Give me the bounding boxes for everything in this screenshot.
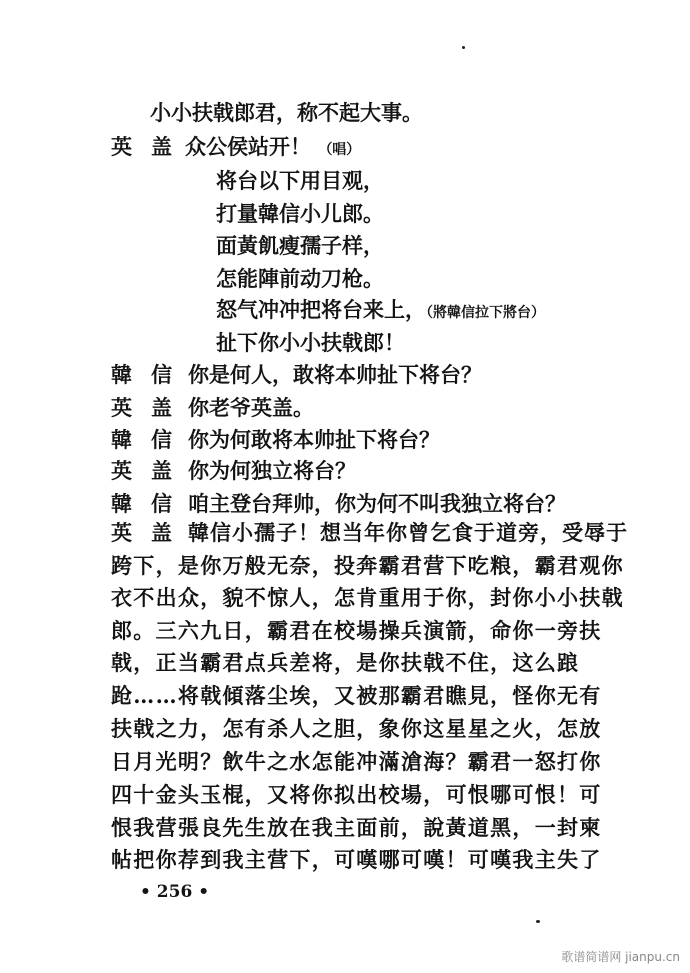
verse-line-5: [216, 297, 545, 326]
speaker-name-second-char: 盖: [151, 395, 172, 420]
speaker-name-first-char: 英: [111, 520, 132, 545]
verse-line-6: 扯下你小小扶戟郎！: [216, 330, 405, 355]
verse-line-2: 打量韓信小儿郎。: [216, 201, 384, 226]
prose-line-6: 扶戟之力，怎有杀人之胆，象你这星星之火，怎放: [111, 716, 602, 741]
speaker-name-second-char: 信: [151, 491, 172, 516]
speaker-name-second-char: 信: [151, 362, 172, 387]
dialogue-line-14: 韓信小孺子！想当年你曾乞食于道旁，受辱于: [188, 520, 628, 545]
prose-line-4: 戟，正当霸君点兵差将，是你扶戟不住，这么踉: [111, 650, 580, 675]
text-line-1: 小小扶戟郎君，称不起大事。: [150, 100, 423, 125]
speaker-name-second-char: 盖: [151, 458, 172, 483]
dialogue-text: 众公侯站开！: [185, 134, 311, 159]
speaker-name-first-char: 英: [111, 458, 132, 483]
speaker-name-first-char: 英: [111, 395, 132, 420]
speaker-name-first-char: 韓: [111, 491, 132, 516]
dialogue-line-10: 你老爷英盖。: [188, 395, 314, 420]
speaker-name-second-char: 盖: [151, 134, 172, 159]
prose-line-1: 跨下，是你万般无奈，投奔霸君营下吃粮，霸君观你: [111, 553, 624, 578]
ink-speck: [536, 920, 540, 923]
speaker-name-first-char: 英: [111, 134, 132, 159]
dialogue-line-2: [185, 134, 360, 163]
dialogue-line-9: 你是何人，敢将本帅扯下将台？: [188, 362, 482, 387]
speaker-name-first-char: 韓: [111, 427, 132, 452]
site-watermark: 歌谱简谱网 jianpu.cn: [561, 950, 680, 964]
stage-direction: （將韓信拉下將台）: [426, 305, 545, 321]
ink-speck: [462, 46, 465, 49]
dialogue-line-12: 你为何独立将台？: [188, 458, 356, 483]
speaker-name-second-char: 信: [151, 427, 172, 452]
speaker-name-second-char: 盖: [151, 520, 172, 545]
verse-line-3: 面黃飢瘦孺子样，: [216, 233, 384, 258]
verse-line-1: 将台以下用目观，: [216, 168, 384, 193]
speaker-name-first-char: 韓: [111, 362, 132, 387]
prose-line-9: 恨我营張良先生放在我主面前，說黃道黑，一封柬: [111, 815, 602, 840]
prose-line-7: 日月光明？飲牛之水怎能冲滿滄海？霸君一怒打你: [111, 749, 602, 774]
prose-line-2: 衣不出众，貌不惊人，怎肯重用于你，封你小小扶戟: [111, 585, 624, 610]
prose-line-8: 四十金头玉棍，又将你拟出校場，可恨哪可恨！可: [111, 782, 602, 807]
dialogue-line-11: 你为何敢将本帅扯下将台？: [188, 427, 440, 452]
prose-line-10: 帖把你荐到我主营下，可嘆哪可嘆！可嘆我主失了: [111, 847, 602, 872]
verse-text: 怒气冲冲把将台来上，: [216, 297, 426, 322]
prose-line-5: 跄……将戟傾落尘埃，又被那霸君瞧見，怪你无有: [111, 683, 602, 708]
stage-direction: （唱）: [318, 142, 361, 158]
prose-line-3: 郎。三六九日，霸君在校場操兵演箭，命你一旁扶: [111, 618, 602, 643]
page-number: • 256 •: [140, 882, 210, 902]
verse-line-4: 怎能陣前动刀枪。: [216, 266, 384, 291]
dialogue-line-13: 咱主登台拜帅，你为何不叫我独立将台？: [188, 491, 566, 516]
